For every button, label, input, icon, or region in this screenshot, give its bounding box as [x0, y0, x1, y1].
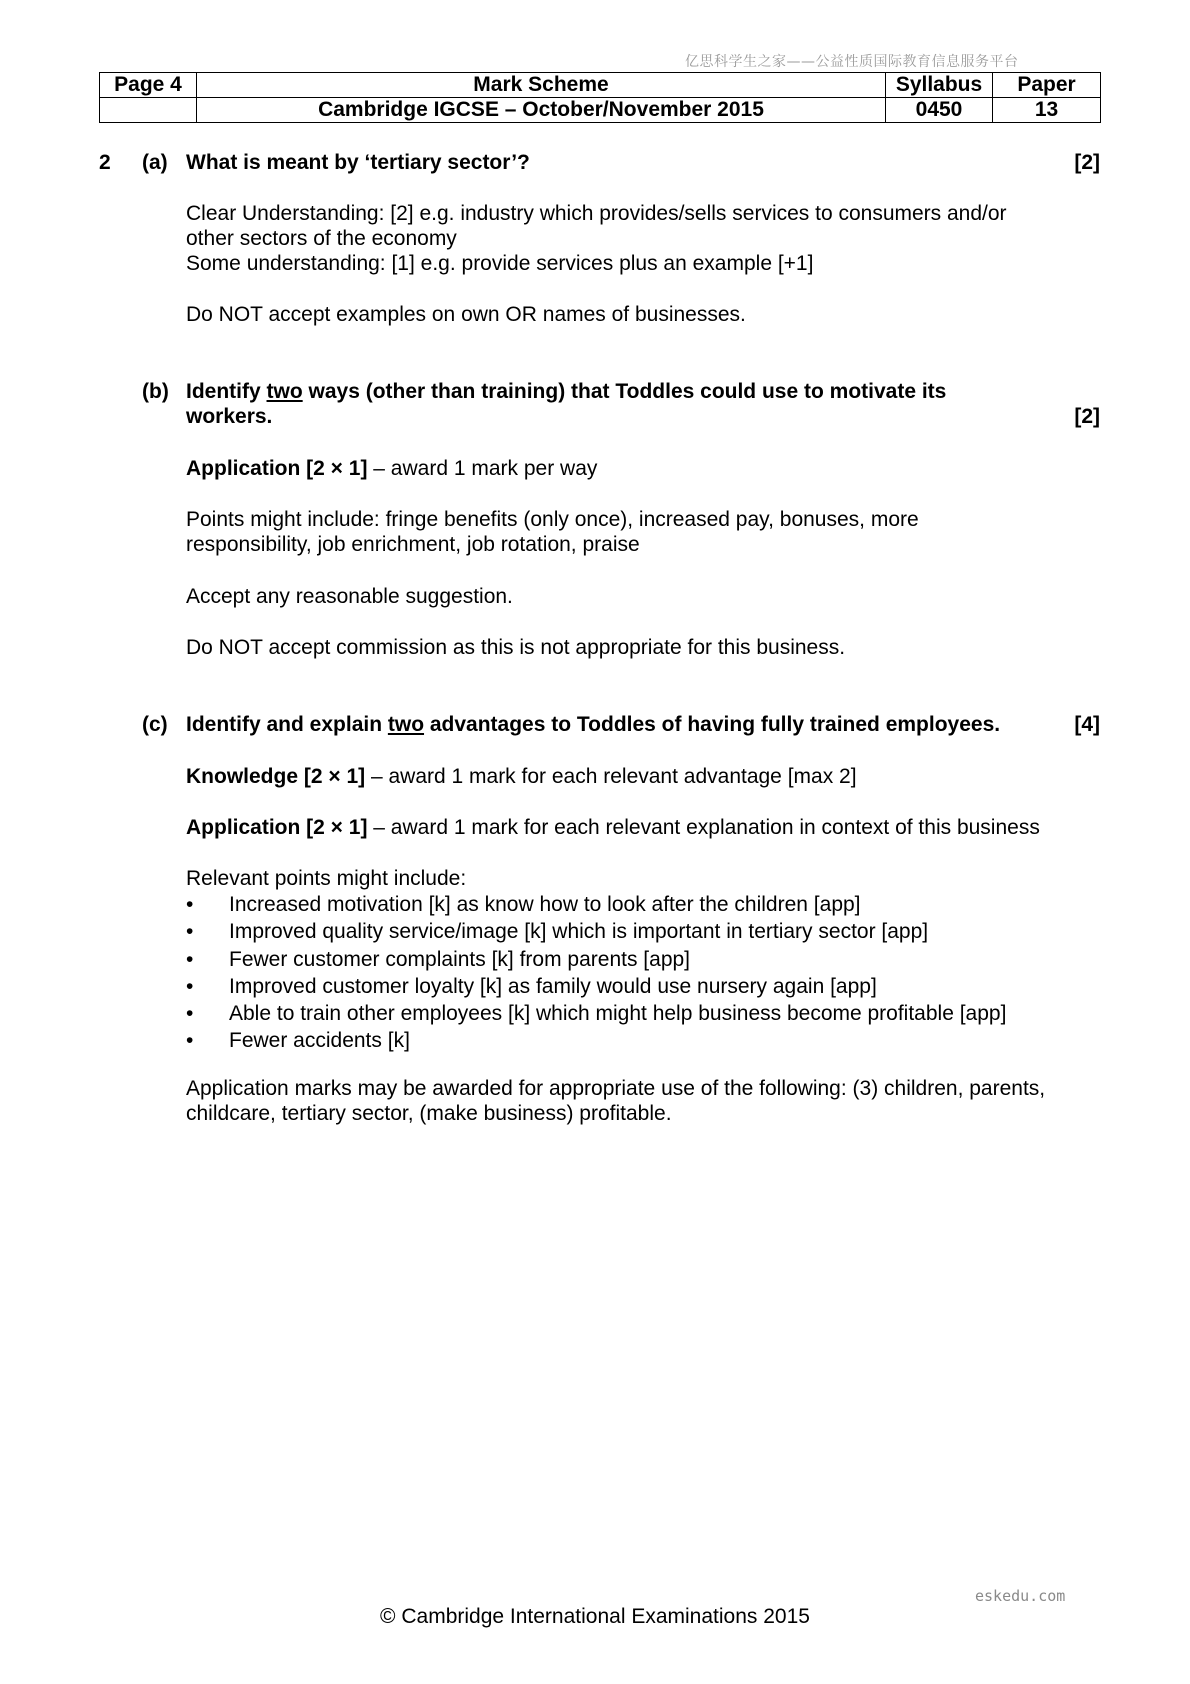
part-c-knowledge: Knowledge [2 × 1] – award 1 mark for each relevant advantage [max 2] — [186, 765, 857, 788]
part-b-label: (b) — [142, 380, 169, 403]
part-a-heading: What is meant by ‘tertiary sector’? — [186, 151, 530, 174]
part-c-final: Application marks may be awarded for appropriate use of the following: (3) children, parents, childcare, tertiary sector, (make business) profitable. — [186, 1077, 1046, 1125]
part-b-heading: Identify two ways (other than training) that Toddles could use to motivate its workers. — [186, 380, 947, 428]
part-a-answer — [186, 201, 1106, 276]
part-a-line-3: Some understanding: [1] e.g. provide services plus an example [+1] — [186, 252, 814, 275]
watermark-bottom: eskedu.com — [975, 1587, 1066, 1605]
part-c-application: Application [2 × 1] – award 1 mark for each relevant explanation in context of this business — [186, 816, 1040, 839]
part-c-label: (c) — [142, 713, 168, 736]
part-b-not-accept: Do NOT accept commission as this is not appropriate for this business. — [186, 636, 846, 659]
syllabus-value: 0450 — [886, 98, 993, 123]
header-table — [99, 72, 1101, 123]
part-a-label: (a) — [142, 151, 168, 174]
list-item: • Increased motivation [k] as know how to look after the children [app] — [186, 893, 861, 916]
document-title: Mark Scheme — [197, 73, 886, 98]
part-a-line-1: Clear Understanding: [2] e.g. industry which provides/sells services to consumers and/or — [186, 202, 1007, 225]
list-item: • Improved quality service/image [k] which is important in tertiary sector [app] — [186, 920, 929, 944]
part-b-marks: [2] — [1074, 405, 1100, 428]
paper-value: 13 — [993, 98, 1101, 123]
part-a-marks: [2] — [1074, 151, 1100, 174]
document-subtitle: Cambridge IGCSE – October/November 2015 — [197, 98, 886, 123]
part-a-note: Do NOT accept examples on own OR names of businesses. — [186, 303, 746, 326]
list-item: • Fewer accidents [k] — [186, 1029, 410, 1053]
list-item: • Able to train other employees [k] which might help business become profitable [app] — [186, 1002, 1007, 1026]
part-c-marks: [4] — [1074, 713, 1100, 736]
part-c-points-intro: Relevant points might include: — [186, 867, 467, 890]
syllabus-label: Syllabus — [886, 73, 993, 98]
part-c-heading: Identify and explain two advantages to Toddles of having fully trained employees. — [186, 713, 1001, 736]
list-item: • Fewer customer complaints [k] from parents [app] — [186, 947, 691, 971]
watermark-top: 亿思科学生之家——公益性质国际教育信息服务平台 — [685, 54, 1019, 70]
page-number: Page 4 — [100, 73, 197, 98]
empty-cell — [100, 98, 197, 123]
part-b-application: Application [2 × 1] – award 1 mark per way — [186, 457, 598, 480]
list-item: • Improved customer loyalty [k] as family would use nursery again [app] — [186, 974, 877, 998]
part-b-accept: Accept any reasonable suggestion. — [186, 585, 513, 608]
copyright-footer: © Cambridge International Examinations 2015 — [380, 1605, 810, 1628]
question-number: 2 — [99, 151, 111, 174]
part-a-line-2: other sectors of the economy — [186, 227, 457, 250]
part-c-bullet-list — [186, 892, 1106, 1056]
part-b-points: Points might include: fringe benefits (only once), increased pay, bonuses, more responsibility, job enrichment, job rotation, praise — [186, 508, 919, 556]
paper-label: Paper — [993, 73, 1101, 98]
